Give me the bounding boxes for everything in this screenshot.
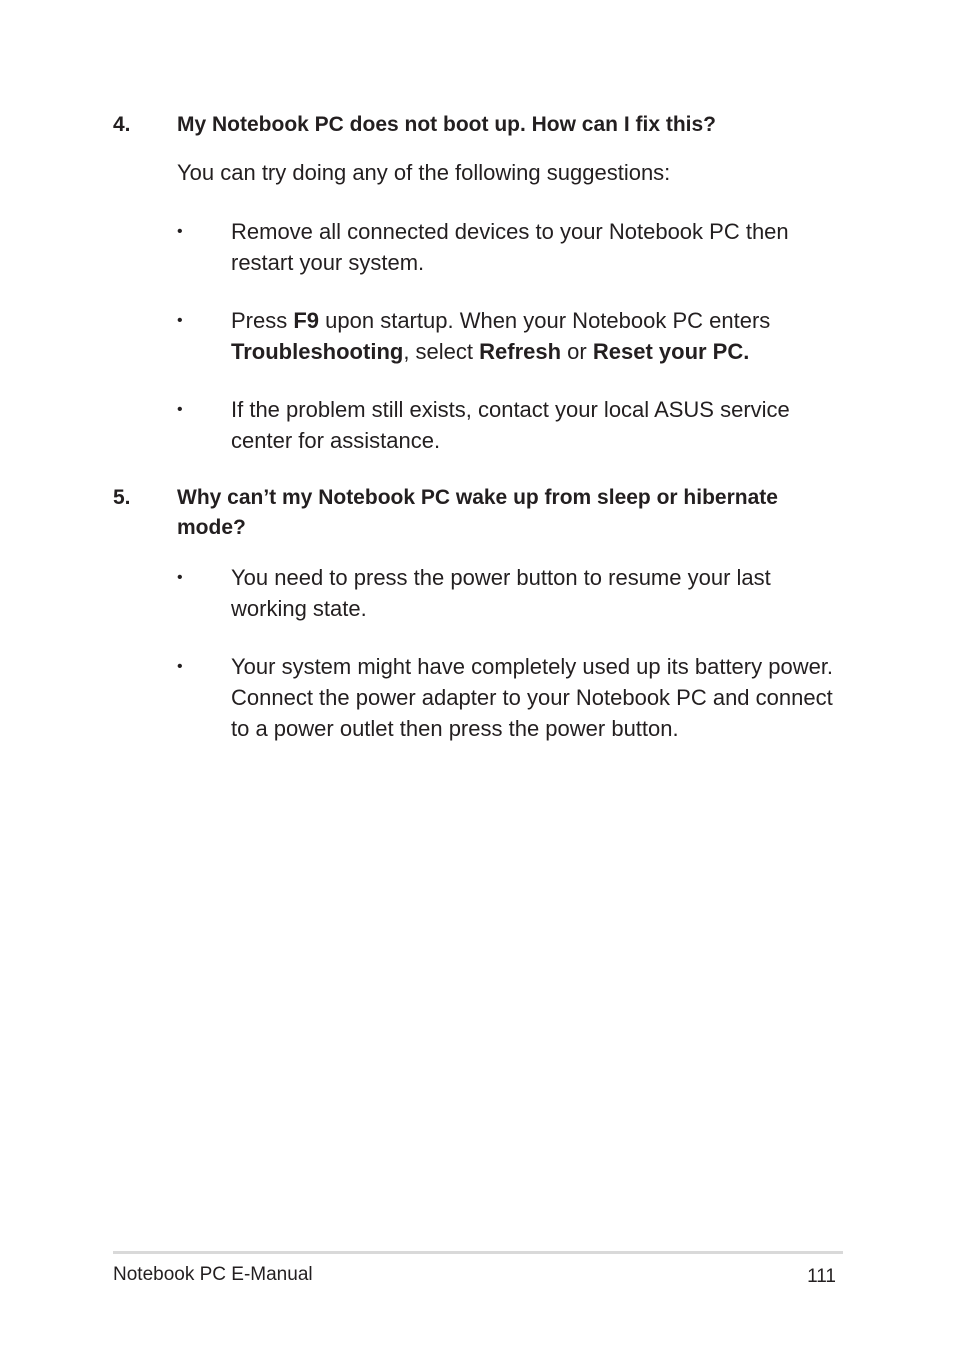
question-4-title: My Notebook PC does not boot up. How can I fix this? bbox=[177, 113, 716, 136]
key-f9: F9 bbox=[293, 308, 320, 333]
bullet-icon: • bbox=[177, 312, 183, 329]
item-text: Press bbox=[231, 308, 294, 333]
question-4-number: 4. bbox=[113, 113, 131, 136]
bullet-icon: • bbox=[177, 401, 183, 418]
footer-manual-title: Notebook PC E-Manual bbox=[113, 1264, 313, 1285]
option-reset-your-pc: Reset your PC. bbox=[592, 339, 750, 364]
question-4-item-1: Remove all connected devices to your Notebook PC then restart your system. bbox=[231, 219, 789, 275]
item-text: upon startup. When your Notebook PC enters bbox=[319, 308, 771, 333]
bullet-icon: • bbox=[177, 658, 183, 675]
question-5-title: Why can’t my Notebook PC wake up from sleep or hibernate mode? bbox=[177, 486, 778, 539]
option-troubleshooting: Troubleshooting bbox=[231, 339, 404, 364]
footer-divider bbox=[113, 1251, 843, 1254]
question-5-item-1: You need to press the power button to resume your last working state. bbox=[231, 565, 771, 621]
question-4-item-2 bbox=[231, 305, 851, 367]
question-4-item-3: If the problem still exists, contact your local ASUS service center for assistance. bbox=[231, 397, 790, 453]
footer-page-number: 111 bbox=[807, 1266, 836, 1287]
bullet-icon: • bbox=[177, 569, 183, 586]
option-refresh: Refresh bbox=[479, 339, 562, 364]
question-5-number: 5. bbox=[113, 486, 131, 509]
bullet-icon: • bbox=[177, 223, 183, 240]
question-5-item-2: Your system might have completely used up its battery power. Connect the power adapter to your Notebook PC and connect to a power outlet then press the power button. bbox=[231, 654, 834, 741]
question-4-intro: You can try doing any of the following suggestions: bbox=[177, 160, 671, 185]
item-text: or bbox=[561, 339, 593, 364]
item-text: , select bbox=[403, 339, 480, 364]
